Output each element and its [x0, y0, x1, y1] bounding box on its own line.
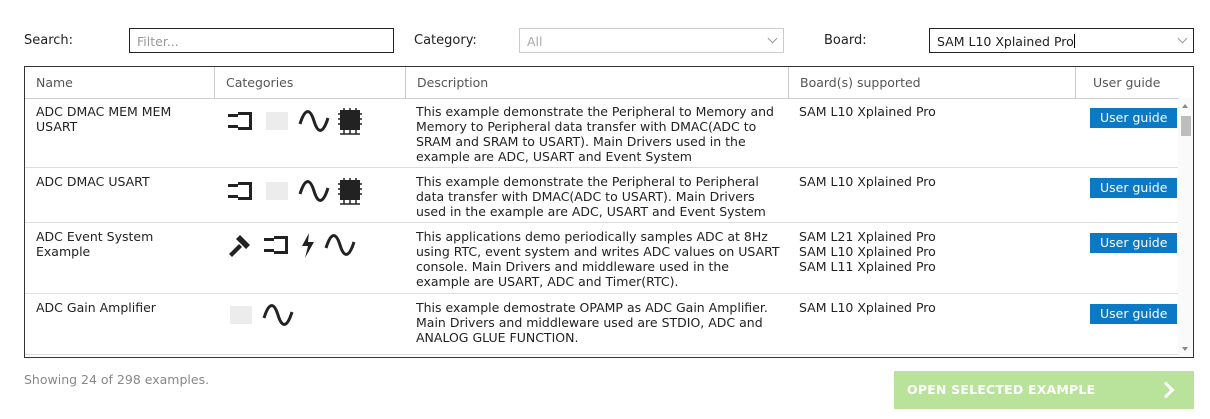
chevron-right-icon [1158, 382, 1175, 399]
connector-icon [226, 178, 256, 204]
blank-icon [226, 302, 256, 328]
search-placeholder: Filter... [137, 34, 179, 49]
blank-icon [262, 108, 292, 134]
example-name: ADC DMAC MEM MEM USART [36, 104, 172, 134]
scroll-down-arrow-icon[interactable] [1182, 347, 1188, 351]
user-guide-button[interactable]: User guide [1090, 108, 1177, 128]
hammer-icon [226, 231, 256, 259]
results-status: Showing 24 of 298 examples. [24, 372, 210, 387]
category-value: All [527, 34, 543, 49]
board-value: SAM L10 Xplained Pro [937, 34, 1074, 49]
analog-wave-icon [324, 232, 356, 258]
board-name: SAM L11 Xplained Pro [799, 259, 936, 274]
search-label: Search: [24, 33, 74, 48]
scroll-up-arrow-icon[interactable] [1182, 104, 1188, 108]
example-name: ADC Gain Amplifier [36, 300, 156, 315]
user-guide-button[interactable]: User guide [1090, 178, 1177, 198]
blank-icon [262, 178, 292, 204]
open-selected-example-button[interactable] [894, 371, 1194, 409]
search-input[interactable] [129, 28, 394, 53]
chevron-down-icon [1178, 34, 1188, 44]
column-header-user-guide[interactable]: User guide [1093, 75, 1161, 90]
analog-wave-icon [298, 108, 330, 134]
user-guide-button[interactable]: User guide [1090, 233, 1177, 253]
example-description: This example demostrate OPAMP as ADC Gain Amplifier. Main Drivers and middleware used are STDIO, ADC and ANALOG GLUE FUNCTION. [416, 300, 768, 345]
scrollbar-thumb[interactable] [1181, 116, 1191, 136]
table-row[interactable] [25, 294, 1178, 355]
example-name: ADC DMAC USART [36, 174, 150, 189]
column-header-categories[interactable]: Categories [215, 67, 406, 98]
vertical-scrollbar[interactable] [1178, 98, 1193, 357]
example-description: This applications demo periodically samples ADC at 8Hz using RTC, event system and writes ADC values on USART console. Main Drivers and middleware used in the example are USART, ADC and Timer(RTC). [416, 229, 780, 289]
category-icons [226, 302, 300, 328]
category-label: Category: [414, 33, 477, 48]
chip-icon [336, 176, 364, 206]
column-header-boards[interactable]: Board(s) supported [789, 67, 1076, 98]
boards-supported [799, 229, 1069, 274]
table-body [25, 98, 1178, 357]
board-name: SAM L10 Xplained Pro [799, 174, 936, 189]
board-label: Board: [824, 33, 867, 48]
lightning-icon [298, 231, 318, 259]
board-name: SAM L10 Xplained Pro [799, 104, 936, 119]
board-name: SAM L10 Xplained Pro [799, 300, 936, 315]
chevron-down-icon [768, 34, 778, 44]
column-header-name[interactable]: Name [25, 67, 215, 98]
examples-table [24, 66, 1194, 358]
example-description: This example demonstrate the Peripheral to Memory and Memory to Peripheral data transfer with DMAC(ADC to SRAM and SRAM to USART). Main Drivers used in the example are ADC, USART and Event System [416, 104, 774, 164]
board-name: SAM L21 Xplained Pro [799, 229, 936, 244]
table-row[interactable] [25, 355, 1178, 357]
text-cursor [1074, 34, 1075, 48]
board-select[interactable] [929, 28, 1194, 53]
category-icons [226, 176, 370, 206]
example-description: This example demonstrate the Peripheral to Peripheral data transfer with DMAC(ADC to USART). Main Drivers used in the example are ADC, USART and Event System [416, 174, 766, 219]
boards-supported [799, 174, 1069, 189]
category-icons [226, 106, 370, 136]
connector-icon [262, 232, 292, 258]
open-button-label: OPEN SELECTED EXAMPLE [907, 382, 1096, 397]
table-header [25, 67, 1193, 99]
category-select[interactable] [519, 28, 784, 53]
example-name: ADC Event System Example [36, 229, 154, 259]
user-guide-button[interactable]: User guide [1090, 304, 1177, 324]
category-icons [226, 231, 362, 259]
boards-supported [799, 104, 1069, 119]
boards-supported [799, 300, 1069, 315]
table-row[interactable] [25, 98, 1178, 168]
table-row[interactable] [25, 223, 1178, 294]
analog-wave-icon [298, 178, 330, 204]
connector-icon [226, 108, 256, 134]
board-name: SAM L10 Xplained Pro [799, 244, 936, 259]
column-header-description[interactable]: Description [406, 67, 789, 98]
analog-wave-icon [262, 302, 294, 328]
chip-icon [336, 106, 364, 136]
table-row[interactable] [25, 168, 1178, 223]
